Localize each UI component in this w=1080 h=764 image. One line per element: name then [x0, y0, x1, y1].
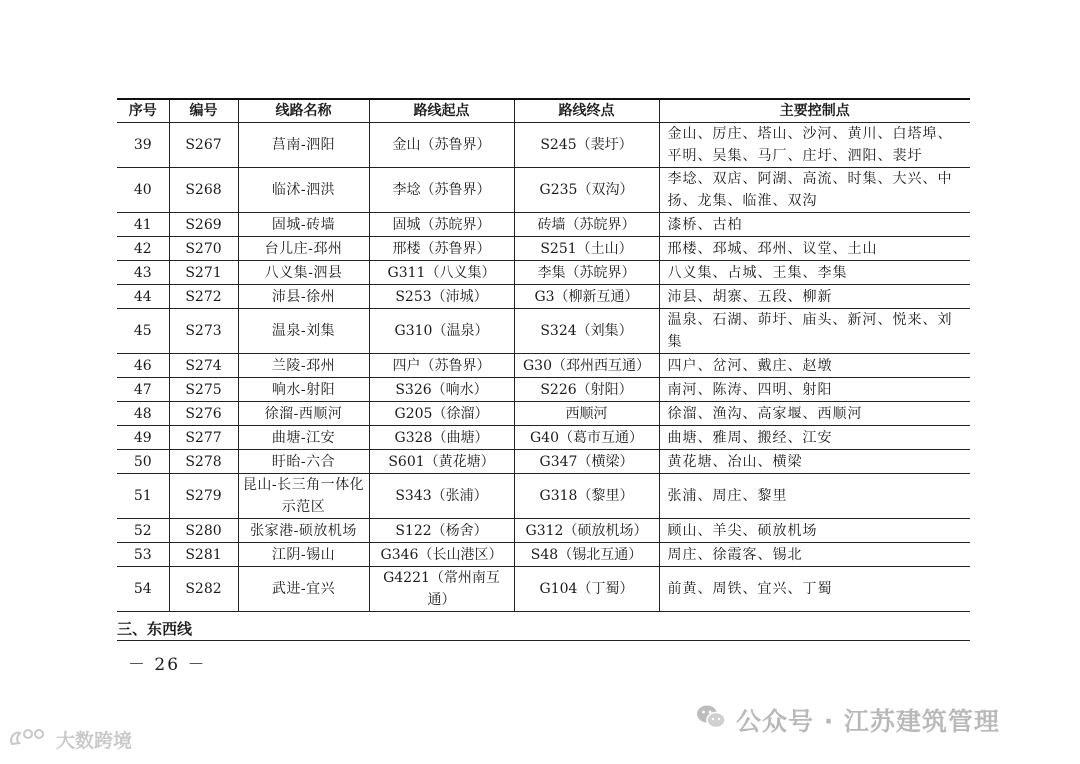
cell-index: 39	[117, 123, 169, 168]
cell-index: 43	[117, 261, 169, 285]
table-row	[117, 213, 970, 237]
cell-end: S48（锡北互通）	[514, 543, 659, 567]
cell-start: S343（张浦）	[369, 474, 514, 519]
cell-control-points: 周庄、徐霞客、锡北	[659, 543, 970, 567]
cell-end: G318（黎里）	[514, 474, 659, 519]
cell-route-name: 盱眙-六合	[238, 450, 369, 474]
cell-end: S245（裴圩）	[514, 123, 659, 168]
cell-code: S269	[169, 213, 238, 237]
cell-route-name: 响水-射阳	[238, 378, 369, 402]
table-row	[117, 402, 970, 426]
weibo-icon	[8, 726, 50, 753]
wechat-icon	[696, 704, 726, 736]
cell-index: 42	[117, 237, 169, 261]
cell-route-name: 沛县-徐州	[238, 285, 369, 309]
cell-index: 52	[117, 519, 169, 543]
cell-start: 四户（苏鲁界）	[369, 354, 514, 378]
cell-route-name: 兰陵-邳州	[238, 354, 369, 378]
header-start: 路线起点	[369, 99, 514, 123]
watermark-wechat-text: 公众号 · 江苏建筑管理	[736, 707, 1000, 736]
cell-end: G40（葛市互通）	[514, 426, 659, 450]
table-row	[117, 354, 970, 378]
table-row	[117, 474, 970, 519]
table-row	[117, 168, 970, 213]
cell-code: S273	[169, 309, 238, 354]
page-number: － 26 －	[128, 655, 207, 675]
cell-control-points: 李埝、双店、阿湖、高流、时集、大兴、中扬、龙集、临淮、双沟	[659, 168, 970, 213]
cell-route-name: 武进-宜兴	[238, 567, 369, 612]
cell-code: S267	[169, 123, 238, 168]
watermark-wechat	[696, 702, 1000, 738]
cell-route-name: 徐溜-西顺河	[238, 402, 369, 426]
cell-start: 金山（苏鲁界）	[369, 123, 514, 168]
cell-start: S601（黄花塘）	[369, 450, 514, 474]
highway-route-table	[117, 98, 970, 612]
cell-index: 46	[117, 354, 169, 378]
cell-index: 47	[117, 378, 169, 402]
cell-end: G30（邳州西互通）	[514, 354, 659, 378]
cell-start: G311（八义集）	[369, 261, 514, 285]
cell-route-name: 八义集-泗县	[238, 261, 369, 285]
cell-code: S280	[169, 519, 238, 543]
cell-control-points: 南河、陈涛、四明、射阳	[659, 378, 970, 402]
cell-index: 48	[117, 402, 169, 426]
cell-control-points: 张浦、周庄、黎里	[659, 474, 970, 519]
cell-route-name: 莒南-泗阳	[238, 123, 369, 168]
cell-control-points: 沛县、胡寨、五段、柳新	[659, 285, 970, 309]
cell-index: 45	[117, 309, 169, 354]
cell-route-name: 温泉-刘集	[238, 309, 369, 354]
cell-start: 李埝（苏鲁界）	[369, 168, 514, 213]
header-control-points: 主要控制点	[659, 99, 970, 123]
cell-end: G235（双沟）	[514, 168, 659, 213]
cell-control-points: 前黄、周铁、宜兴、丁蜀	[659, 567, 970, 612]
cell-control-points: 金山、厉庄、塔山、沙河、黄川、白塔埠、平明、吴集、马厂、庄圩、泗阳、裴圩	[659, 123, 970, 168]
cell-code: S272	[169, 285, 238, 309]
table-row	[117, 519, 970, 543]
cell-end: S251（土山）	[514, 237, 659, 261]
cell-start: S253（沛城）	[369, 285, 514, 309]
cell-start: 邢楼（苏鲁界）	[369, 237, 514, 261]
cell-end: G3（柳新互通）	[514, 285, 659, 309]
cell-control-points: 漆桥、古柏	[659, 213, 970, 237]
cell-end: 砖墙（苏皖界）	[514, 213, 659, 237]
cell-end: S226（射阳）	[514, 378, 659, 402]
cell-code: S281	[169, 543, 238, 567]
cell-code: S278	[169, 450, 238, 474]
cell-route-name: 固城-砖墙	[238, 213, 369, 237]
cell-index: 51	[117, 474, 169, 519]
cell-end: 西顺河	[514, 402, 659, 426]
cell-index: 41	[117, 213, 169, 237]
cell-code: S279	[169, 474, 238, 519]
cell-end: G104（丁蜀）	[514, 567, 659, 612]
cell-route-name: 曲塘-江安	[238, 426, 369, 450]
cell-start: G346（长山港区）	[369, 543, 514, 567]
cell-route-name: 昆山-长三角一体化示范区	[238, 474, 369, 519]
cell-end: S324（刘集）	[514, 309, 659, 354]
header-index: 序号	[117, 99, 169, 123]
table-row	[117, 261, 970, 285]
cell-control-points: 顾山、羊尖、硕放机场	[659, 519, 970, 543]
cell-code: S277	[169, 426, 238, 450]
watermark-weibo-text: 大数跨境	[56, 730, 133, 752]
table-row	[117, 309, 970, 354]
cell-route-name: 张家港-硕放机场	[238, 519, 369, 543]
cell-index: 50	[117, 450, 169, 474]
cell-code: S282	[169, 567, 238, 612]
cell-control-points: 温泉、石湖、茆圩、庙头、新河、悦来、刘集	[659, 309, 970, 354]
cell-route-name: 江阴-锡山	[238, 543, 369, 567]
cell-index: 44	[117, 285, 169, 309]
cell-code: S276	[169, 402, 238, 426]
header-code: 编号	[169, 99, 238, 123]
cell-route-name: 台儿庄-邳州	[238, 237, 369, 261]
table-row	[117, 426, 970, 450]
cell-code: S274	[169, 354, 238, 378]
cell-code: S270	[169, 237, 238, 261]
table-row	[117, 123, 970, 168]
table-row	[117, 378, 970, 402]
table-row	[117, 543, 970, 567]
cell-start: S326（响水）	[369, 378, 514, 402]
cell-start: S122（杨舍）	[369, 519, 514, 543]
cell-control-points: 邢楼、邳城、邳州、议堂、土山	[659, 237, 970, 261]
cell-end: G312（硕放机场）	[514, 519, 659, 543]
cell-route-name: 临沭-泗洪	[238, 168, 369, 213]
cell-index: 40	[117, 168, 169, 213]
cell-code: S275	[169, 378, 238, 402]
cell-start: G205（徐溜）	[369, 402, 514, 426]
cell-end: 李集（苏皖界）	[514, 261, 659, 285]
cell-index: 54	[117, 567, 169, 612]
cell-control-points: 曲塘、雅周、搬经、江安	[659, 426, 970, 450]
cell-start: G4221（常州南互通）	[369, 567, 514, 612]
cell-control-points: 八义集、占城、王集、李集	[659, 261, 970, 285]
header-route-name: 线路名称	[238, 99, 369, 123]
cell-control-points: 徐溜、渔沟、高家堰、西顺河	[659, 402, 970, 426]
table-row	[117, 567, 970, 612]
cell-start: G310（温泉）	[369, 309, 514, 354]
cell-end: G347（横梁）	[514, 450, 659, 474]
cell-start: G328（曲塘）	[369, 426, 514, 450]
cell-index: 53	[117, 543, 169, 567]
cell-control-points: 黄花塘、冶山、横梁	[659, 450, 970, 474]
table-row	[117, 450, 970, 474]
cell-control-points: 四户、岔河、戴庄、赵墩	[659, 354, 970, 378]
cell-start: 固城（苏皖界）	[369, 213, 514, 237]
table-row	[117, 237, 970, 261]
cell-code: S271	[169, 261, 238, 285]
section-heading: 三、东西线	[117, 619, 970, 641]
table-header-row	[117, 99, 970, 123]
header-end: 路线终点	[514, 99, 659, 123]
watermark-weibo	[8, 726, 132, 753]
table-row	[117, 285, 970, 309]
cell-code: S268	[169, 168, 238, 213]
cell-index: 49	[117, 426, 169, 450]
